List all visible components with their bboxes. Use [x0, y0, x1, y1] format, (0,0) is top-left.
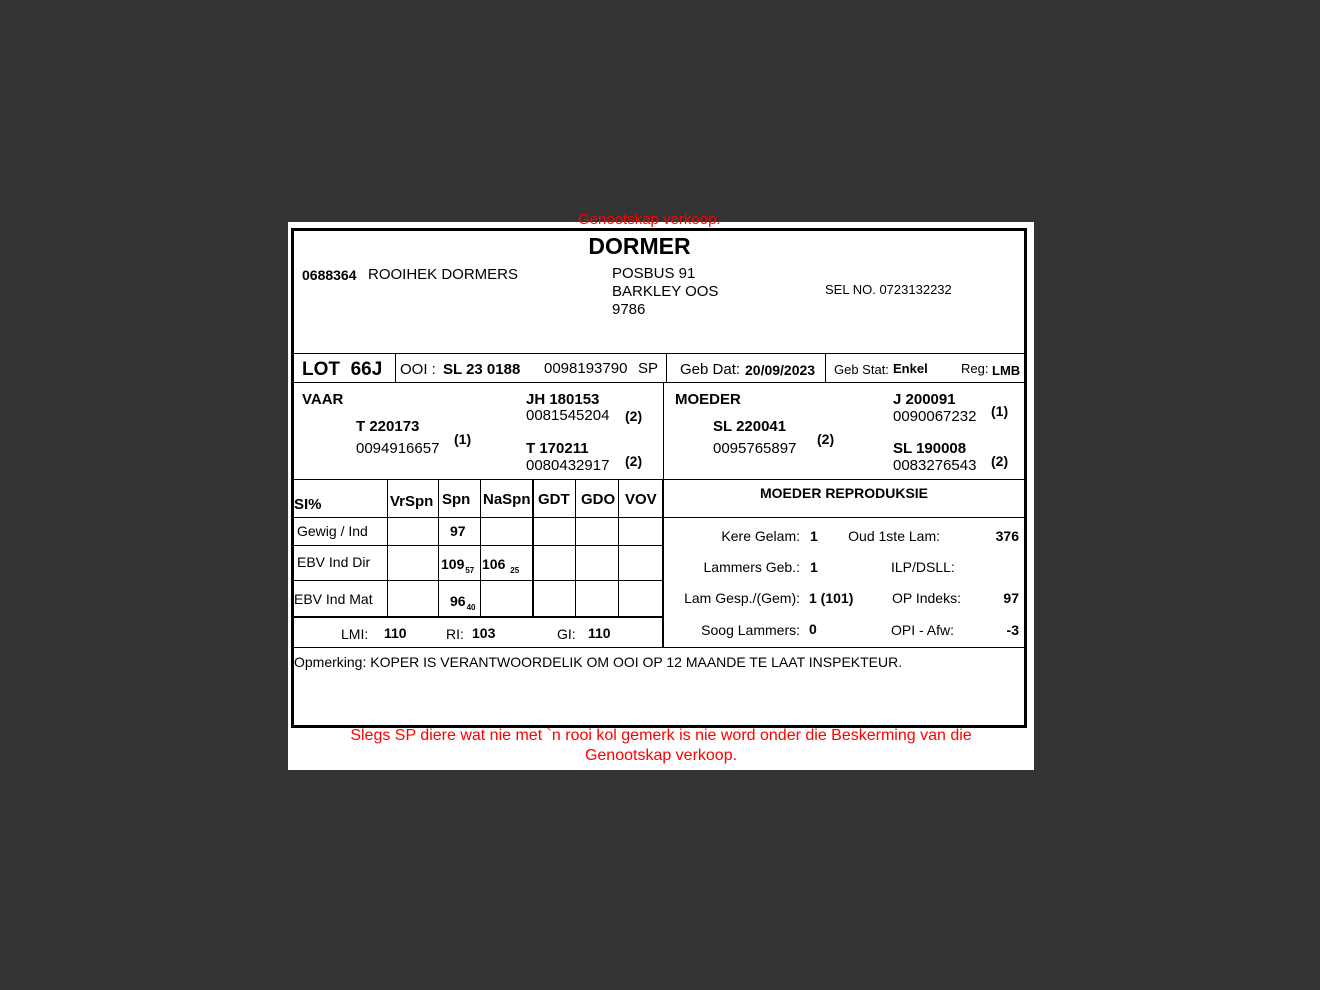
animal-id: SL 23 0188	[443, 361, 521, 378]
address-line-2: BARKLEY OOS	[612, 283, 719, 300]
sire-dam-grade: (2)	[625, 453, 643, 469]
sire-sire-number: 0081545204	[526, 407, 610, 424]
suckled-label: Soog Lammers:	[701, 622, 800, 638]
footer-line-2: Genootskap verkoop.	[584, 747, 738, 764]
row-weight-spn: 97	[450, 523, 466, 539]
lambs-born-label: Lammers Geb.:	[703, 559, 800, 575]
birth-date-label: Geb Dat:	[680, 361, 741, 378]
row-label-weight: Gewig / Ind	[297, 523, 368, 539]
breeder-name: ROOIHEK DORMERS	[368, 266, 519, 283]
op-index-label: OP Indeks:	[891, 590, 961, 606]
row-ebv-dir-naspn: 106 $_{25}$	[482, 556, 520, 575]
gdo-header: GDO	[581, 491, 616, 508]
dam-sire-grade: (1)	[991, 403, 1009, 419]
dam-sire-id: J 200091	[893, 391, 956, 408]
sire-dam-id: T 170211	[526, 440, 589, 457]
row-ebv-mat-spn: $96_{40}$	[450, 593, 476, 612]
dam-reproduction-title: MOEDER REPRODUKSIE	[759, 485, 929, 501]
gdt-header: GDT	[538, 491, 570, 508]
sire-label: VAAR	[302, 391, 344, 408]
address-line-3: 9786	[612, 301, 646, 318]
lambs-born-value: 1	[810, 559, 818, 575]
sire-number: 0094916657	[356, 440, 440, 457]
row-ebv-dir-spn: $109_{57}$	[441, 556, 475, 575]
breeder-number: 0688364	[302, 267, 357, 283]
reg-label: Reg:	[961, 361, 989, 376]
first-lamb-age-label: Oud 1ste Lam:	[848, 528, 940, 544]
lambed-value: 1	[810, 528, 818, 544]
sale-catalogue-page	[288, 211, 1034, 770]
ri-label: RI:	[446, 626, 464, 642]
lot-card-frame	[291, 228, 1027, 728]
suckled-value: 0	[809, 621, 817, 637]
cell-number: SEL NO. 0723132232	[825, 282, 952, 297]
si-percent-header: SI%	[294, 496, 322, 513]
vov-header: VOV	[625, 491, 657, 508]
gi-value: 110	[588, 625, 611, 641]
animal-reg-code: SP	[638, 360, 659, 377]
footer-line-1: Slegs SP diere wat nie met `n rooi kol gemerk is nie word onder die Beskerming van die	[350, 727, 972, 744]
dam-dam-grade: (2)	[991, 453, 1009, 469]
opi-dev-value: -3	[1006, 622, 1019, 638]
first-lamb-age-value: 376	[995, 528, 1019, 544]
sire-dam-number: 0080432917	[526, 457, 610, 474]
birth-date: 20/09/2023	[745, 362, 816, 378]
spn-header: Spn	[442, 491, 471, 508]
weaned-label: Lam Gesp./(Gem):	[684, 590, 800, 606]
lmi-value: 110	[384, 625, 407, 641]
dam-sire-number: 0090067232	[893, 408, 977, 425]
reg-value: LMB	[992, 363, 1021, 378]
ilp-label: ILP/DSLL:	[891, 559, 955, 575]
address-line-1: POSBUS 91	[612, 265, 696, 282]
sire-sire-id: JH 180153	[526, 391, 600, 408]
ri-value: 103	[472, 625, 496, 641]
sire-id: T 220173	[356, 418, 420, 435]
gi-label: GI:	[557, 626, 576, 642]
naspn-header: NaSpn	[483, 491, 531, 508]
breed-title: DORMER	[588, 233, 691, 259]
dam-id: SL 220041	[713, 418, 787, 435]
dam-grade: (2)	[817, 431, 835, 447]
sire-grade: (1)	[454, 431, 472, 447]
lambed-label: Kere Gelam:	[721, 528, 800, 544]
weaned-value: 1 (101)	[809, 590, 854, 606]
vrspn-header: VrSpn	[390, 493, 434, 510]
row-label-ebv-dir: EBV Ind Dir	[297, 554, 371, 570]
dam-number: 0095765897	[713, 440, 797, 457]
dam-label: MOEDER	[675, 391, 741, 408]
birth-status-label: Geb Stat:	[834, 362, 889, 377]
birth-status: Enkel	[893, 361, 928, 376]
opi-dev-label: OPI - Afw:	[891, 622, 955, 638]
op-index-value: 97	[1003, 590, 1019, 606]
lot-label: LOT 66J	[302, 359, 383, 380]
sex-label: OOI :	[400, 361, 436, 378]
top-cut-text: Genootskap verkoop.	[578, 211, 721, 228]
animal-reg-no: 0098193790	[544, 360, 628, 377]
dam-dam-number: 0083276543	[893, 457, 977, 474]
sire-sire-grade: (2)	[625, 408, 643, 424]
remark: Opmerking: KOPER IS VERANTWOORDELIK OM OOI OP 12 MAANDE TE LAAT INSPEKTEUR.	[294, 654, 903, 670]
lmi-label: LMI:	[341, 626, 369, 642]
row-label-ebv-mat: EBV Ind Mat	[294, 591, 373, 607]
dam-dam-id: SL 190008	[893, 440, 967, 457]
